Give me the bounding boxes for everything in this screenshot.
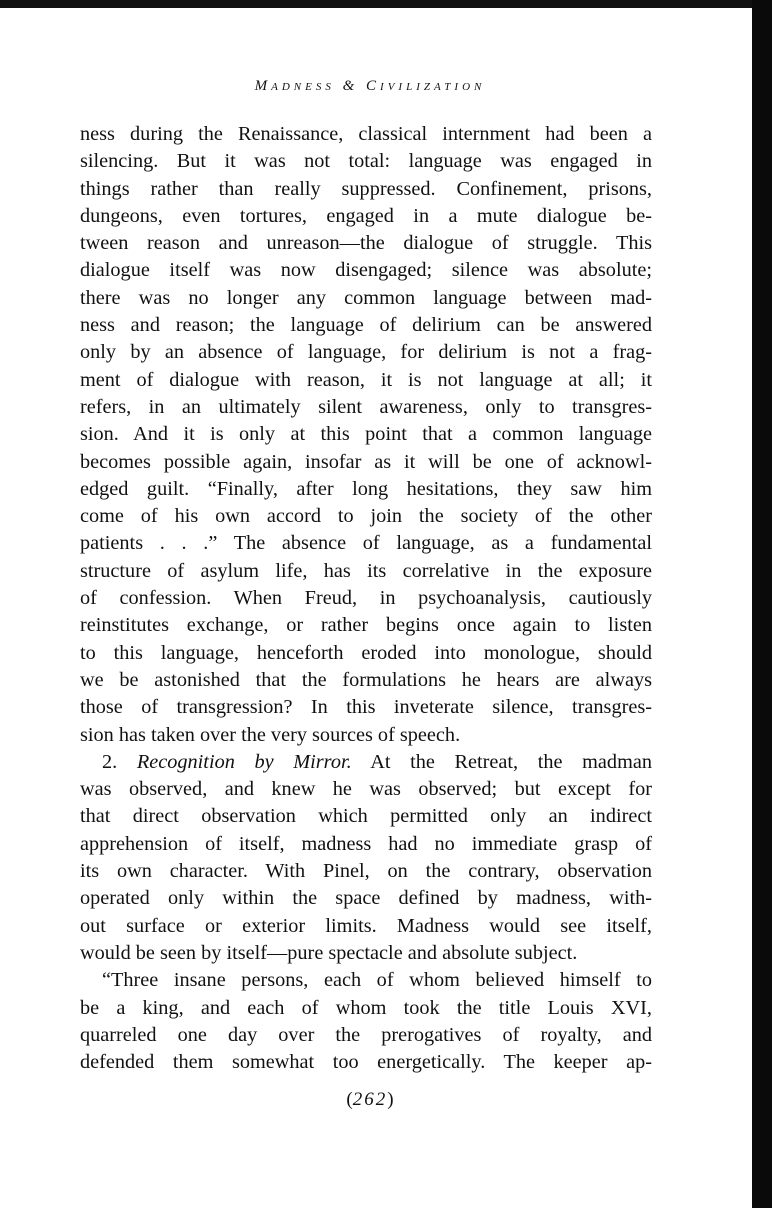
paragraph-2 <box>80 749 652 967</box>
section-number: 2. <box>102 750 118 773</box>
text-line: of confession. When Freud, in psychoanalysis, cautiously <box>80 587 652 610</box>
text-line: operated only within the space defined by madness, with- <box>80 887 652 910</box>
text-fragment: At the Retreat, the madman <box>370 750 652 773</box>
paragraph-3 <box>80 967 652 1076</box>
text-line: silencing. But it was not total: language was engaged in <box>80 150 652 173</box>
text-line: there was no longer any common language between mad- <box>80 286 652 309</box>
text-line: reinstitutes exchange, or rather begins once again to listen <box>80 614 652 637</box>
text-line: out surface or exterior limits. Madness would see itself, <box>80 914 652 937</box>
folio-open-paren: ( <box>346 1089 353 1110</box>
text-line: sion has taken over the very sources of speech. <box>80 723 461 746</box>
text-line: come of his own accord to join the society of the other <box>80 505 652 528</box>
text-line: be a king, and each of whom took the title Louis XVI, <box>80 996 652 1019</box>
text-line: defended them somewhat too energetically. The keeper ap- <box>80 1051 652 1074</box>
text-line: quarreled one day over the prerogatives of royalty, and <box>80 1023 652 1046</box>
text-line: only by an absence of language, for delirium is not a frag- <box>80 341 652 364</box>
text-line: dungeons, even tortures, engaged in a mute dialogue be- <box>80 204 652 227</box>
text-line: tween reason and unreason—the dialogue of struggle. This <box>80 232 652 255</box>
folio-close-paren: ) <box>387 1089 394 1110</box>
top-edge-shadow <box>0 0 760 8</box>
text-line: that direct observation which permitted only an indirect <box>80 805 652 828</box>
folio-number: 262 <box>352 1089 388 1110</box>
text-line: sion. And it is only at this point that a common language <box>80 423 652 446</box>
body-text <box>80 121 652 1076</box>
text-line: refers, in an ultimately silent awareness, only to transgres- <box>80 395 652 418</box>
text-line: we be astonished that the formulations he hears are always <box>80 668 652 691</box>
section-heading: Recognition by Mirror. <box>136 750 352 773</box>
text-line: things rather than really suppressed. Confinement, prisons, <box>80 177 652 200</box>
text-line: dialogue itself was now disengaged; silence was absolute; <box>80 259 652 282</box>
paragraph-1 <box>80 121 652 749</box>
text-line: its own character. With Pinel, on the contrary, observation <box>80 860 652 883</box>
text-line: ness and reason; the language of delirium can be answered <box>80 314 652 337</box>
page-number <box>0 1089 740 1111</box>
text-line: “Three insane persons, each of whom believed himself to <box>102 969 652 992</box>
text-line: ment of dialogue with reason, it is not language at all; it <box>80 368 652 391</box>
right-edge-shadow <box>752 0 772 1208</box>
text-line: would be seen by itself—pure spectacle and absolute subject. <box>80 941 578 964</box>
text-line: becomes possible again, insofar as it will be one of acknowl- <box>80 450 652 473</box>
text-line: ness during the Renaissance, classical internment had been a <box>80 123 652 145</box>
text-line: apprehension of itself, madness had no immediate grasp of <box>80 832 652 855</box>
text-line: structure of asylum life, has its correlative in the exposure <box>80 559 652 582</box>
text-line: was observed, and knew he was observed; but except for <box>80 778 652 801</box>
text-line: patients . . .” The absence of language, as a fundamental <box>80 532 652 555</box>
text-line <box>80 749 652 776</box>
text-line: edged guilt. “Finally, after long hesitations, they saw him <box>80 477 652 500</box>
text-line: those of transgression? In this inveterate silence, transgres- <box>80 696 652 719</box>
running-head: Madness & Civilization <box>254 78 486 94</box>
text-line: to this language, henceforth eroded into monologue, should <box>80 641 652 664</box>
